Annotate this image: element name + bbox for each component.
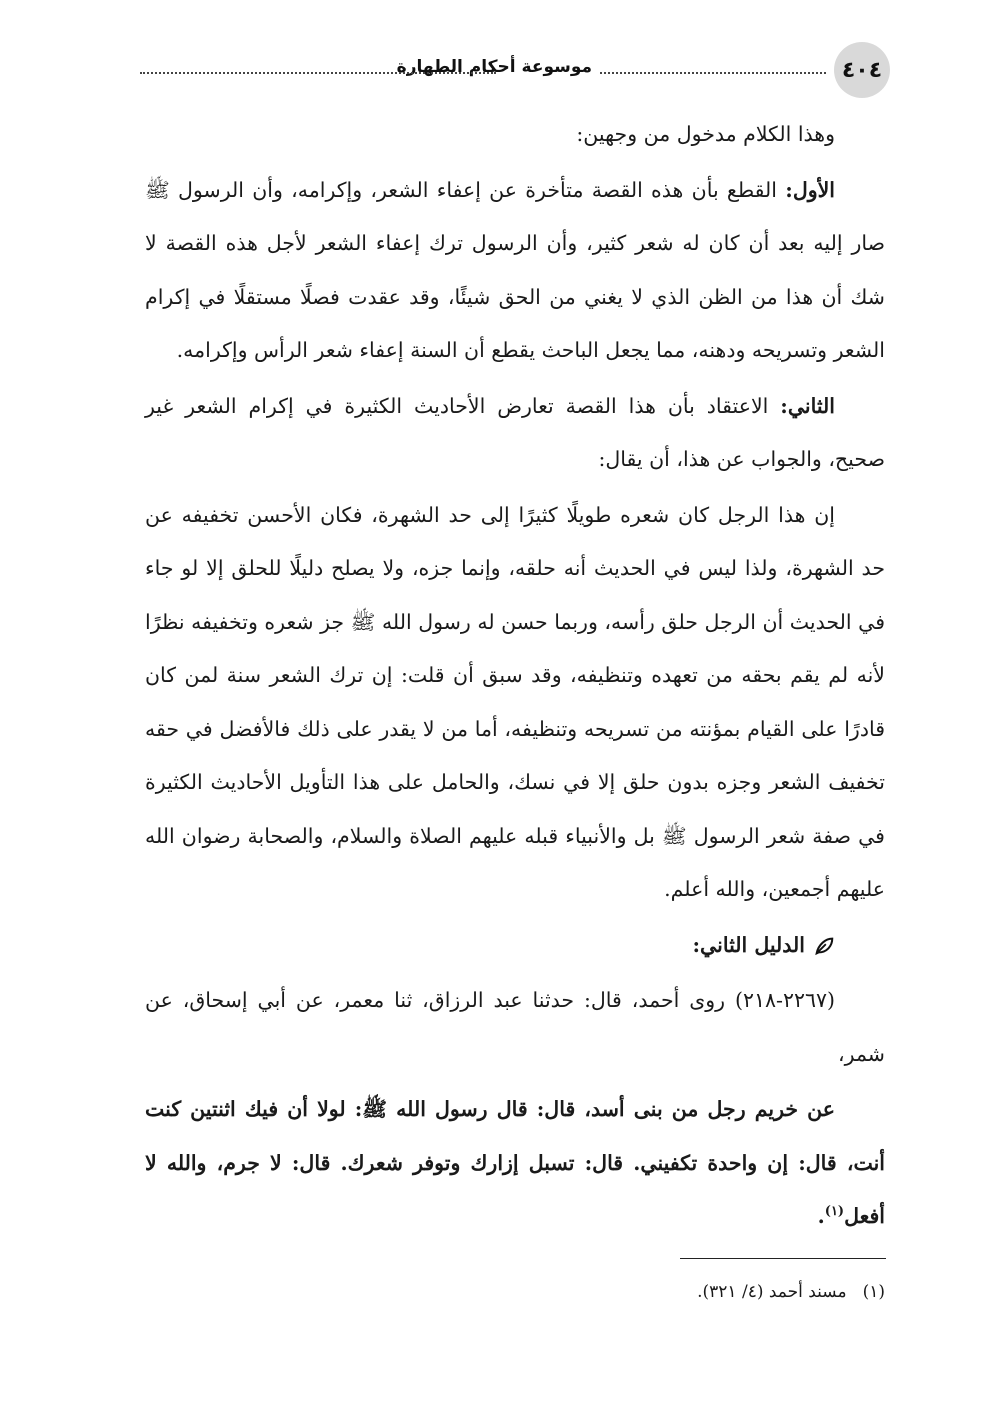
footnote-reference: (١) — [824, 1204, 845, 1220]
footnote-text: مسند أحمد (٤/ ٣٢١). — [697, 1282, 847, 1302]
second-point-text: الاعتقاد بأن هذا القصة تعارض الأحاديث الكثيرة في إكرام الشعر غير صحيح، والجواب عن هذا، أن يقال: — [145, 393, 885, 471]
page-number-badge — [834, 42, 890, 98]
hadith-body: عن خريم رجل من بنى أسد، قال: قال رسول الله ﷺ: لولا أن فيك اثنتين كنت أنت، قال: إن واحدة تكفيني. قال: تسبل إزارك وتوفر شعرك. قال: لا جرم، والله لا أفعل — [145, 1097, 885, 1228]
paragraph-first-point — [145, 164, 885, 378]
paragraph-intro: وهذا الكلام مدخول من وجهين: — [576, 122, 835, 146]
hadith-end: . — [817, 1204, 825, 1228]
leaf-ornament-icon — [813, 935, 835, 957]
first-point-label: الأول: — [785, 177, 835, 202]
footnote-separator — [680, 1258, 886, 1259]
page-number: ٤٠٤ — [841, 57, 883, 83]
paragraph-answer: إن هذا الرجل كان شعره طويلًا كثيرًا إلى حد الشهرة، فكان الأحسن تخفيفه عن حد الشهرة، ولذا ليس في الحديث أنه حلقه، وإنما جزه، ولا يصلح دليلًا للحلق إلا لو جاء في الحديث أن الرجل حلق رأسه، وربما حسن له رسول الله ﷺ جز شعره وتخفيفه نظرًا لأنه لم يقم بحقه من تعهده وتنظيفه، وقد سبق أن قلت: إن ترك الشعر سنة لمن كان قادرًا على القيام بمؤنته من تسريحه وتنظيفه، أما من لا يقدر على ذلك فالأفضل في حقه تخفيف الشعر وجزه بدون حلق إلا في نسك، والحامل على هذا التأويل الأحاديث الكثيرة في صفة شعر الرسول ﷺ بل والأنبياء قبله عليهم الصلاة والسلام، والصحابة رضوان الله عليهم أجمعين، والله أعلم. — [145, 502, 885, 901]
running-title: موسوعة أحكام الطهارة — [391, 57, 598, 77]
narration-chain: (٢٢٦٧-٢١٨) روى أحمد، قال: حدثنا عبد الرزاق، ثنا معمر، عن أبي إسحاق، عن شمر، — [145, 988, 885, 1066]
running-header — [140, 42, 890, 104]
section-heading-text: الدليل الثاني: — [692, 932, 805, 957]
paragraph-second-point — [145, 380, 885, 487]
second-point-label: الثاني: — [780, 393, 835, 418]
main-text — [145, 108, 885, 1246]
first-point-text: القطع بأن هذه القصة متأخرة عن إعفاء الشعر، وإكرامه، وأن الرسول ﷺ صار إليه بعد أن كان له شعر كثير، وأن الرسول ترك إعفاء الشعر لأجل هذه القصة لا شك أن هذا من الظن الذي لا يغني من الحق شيئًا، وقد عقدت فصلًا مستقلًا في إكرام الشعر وتسريحه ودهنه، مما يجعل الباحث يقطع أن السنة إعفاء شعر الرأس وإكرامه. — [145, 177, 885, 362]
footnote — [560, 1278, 885, 1306]
hadith-text — [145, 1083, 885, 1244]
header-dotted-rule-right — [596, 72, 826, 74]
header-dotted-rule-left — [140, 72, 496, 74]
footnote-marker: (١) — [862, 1282, 885, 1302]
section-heading — [145, 919, 885, 973]
